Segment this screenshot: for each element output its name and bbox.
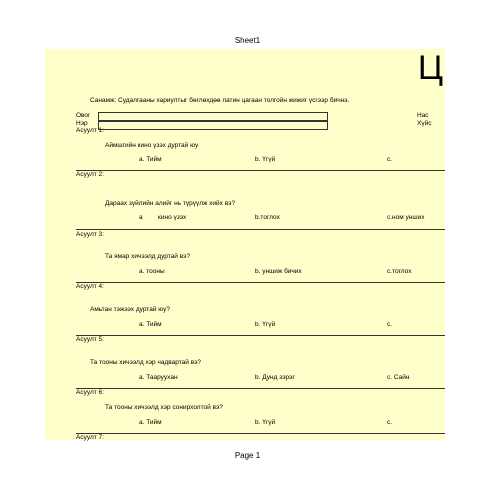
page-number: Page 1: [234, 451, 261, 460]
question-1-option-c[interactable]: c.: [387, 156, 393, 163]
question-5-divider: [76, 388, 445, 389]
question-2-option-a[interactable]: a: [139, 214, 143, 221]
question-4-option-c[interactable]: c.: [387, 321, 393, 328]
question-1-text: Аймшгийн кино үзэх дуртай юу: [105, 142, 199, 149]
question-6-label: Асуулт 6:: [76, 389, 104, 396]
question-6-option-c[interactable]: c.: [387, 419, 393, 426]
sheet-title: Sheet1: [234, 36, 261, 45]
age-label: Нас: [417, 112, 429, 119]
question-6-text: Та тооны хичээлд хэр сонирхолтой вэ?: [105, 404, 223, 411]
question-5-option-a[interactable]: a. Таарууxан: [139, 374, 178, 381]
question-4-option-a[interactable]: a. Тийм: [139, 321, 162, 328]
question-5-text: Та тооны хичээлд хэр чадвартай вэ?: [90, 359, 202, 366]
question-4-option-b[interactable]: b. Үгүй: [255, 321, 276, 328]
gender-label: Хүйс: [417, 120, 432, 127]
question-1-option-b[interactable]: b. Үгүй: [255, 156, 276, 163]
question-4-label: Асуулт 4:: [76, 283, 104, 290]
question-2-option-b[interactable]: b.тоглох: [255, 214, 280, 221]
question-6-divider: [76, 433, 445, 434]
question-2-option-c[interactable]: c.ном унших: [387, 214, 425, 221]
question-2-label: Асуулт 2:: [76, 171, 104, 178]
question-3-option-b[interactable]: b. уншиж бичих: [255, 268, 302, 275]
question-3-divider: [76, 282, 445, 283]
instruction-text: Санамж: Судалгааны хариултыг бөглөхдөө латин цагаан толгойн жижиг үсгээр бичнэ.: [90, 97, 350, 104]
question-5-option-c[interactable]: c. Сайн: [387, 374, 410, 381]
first-name-field[interactable]: [98, 121, 328, 130]
question-4-text: Амьтан тэжээх дуртай юу?: [90, 306, 170, 313]
question-3-option-c[interactable]: c.тоглох: [387, 268, 412, 275]
question-5-option-b[interactable]: b. Дунд зэрэг: [255, 374, 295, 381]
question-2-option-a-text[interactable]: кино үзэх: [158, 214, 187, 221]
question-7-label: Асуулт 7:: [76, 434, 104, 441]
question-1-option-a[interactable]: a. Тийм: [139, 156, 162, 163]
first-name-label: Нэр: [76, 120, 88, 127]
question-1-divider: [76, 170, 445, 171]
question-3-label: Асуулт 3:: [76, 231, 104, 238]
question-2-text: Дараах зүйлийн алийг нь түрүүлж хийх вэ?: [105, 200, 236, 207]
question-4-divider: [76, 335, 445, 336]
spreadsheet-page: [45, 49, 445, 440]
question-6-option-b[interactable]: b. Үгүй: [255, 419, 276, 426]
question-1-label: Асуулт 1:: [76, 127, 104, 134]
question-3-option-a[interactable]: a. тооны: [139, 268, 165, 275]
last-name-label: Овог: [76, 112, 91, 119]
question-3-text: Та ямар хичээлд дуртай вэ?: [105, 253, 191, 260]
question-6-option-a[interactable]: a. Тийм: [139, 419, 162, 426]
question-5-label: Асуулт 5:: [76, 336, 104, 343]
header-letter: Ц: [417, 49, 443, 87]
last-name-field[interactable]: [98, 112, 328, 121]
question-2-divider: [76, 229, 445, 230]
